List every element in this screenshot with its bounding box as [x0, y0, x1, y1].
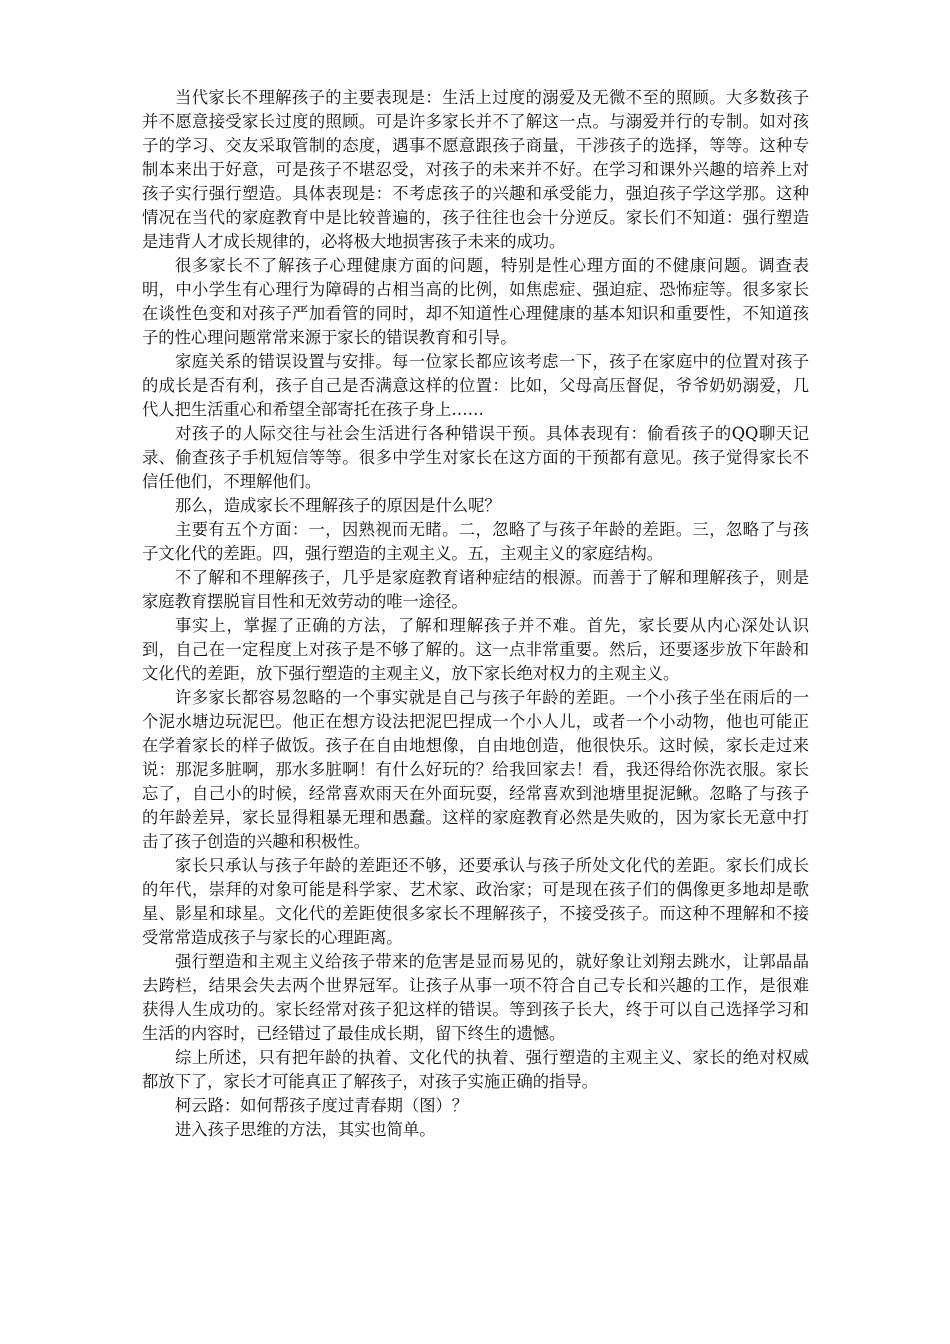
- paragraph: 进入孩子思维的方法，其实也简单。: [175, 1120, 436, 1139]
- paragraph: 主要有五个方面：一，因熟视而无睹。二，忽略了与孩子年龄的差距。三，忽略了与孩子文化代的差距。四，强行塑造的主观主义。五，主观主义的家庭结构。: [142, 520, 809, 563]
- paragraph: 综上所述，只有把年龄的执着、文化代的执着、强行塑造的主观主义、家长的绝对权威都放下了，家长才可能真正了解孩子，对孩子实施正确的指导。: [142, 1048, 809, 1091]
- paragraph: 当代家长不理解孩子的主要表现是：生活上过度的溺爱及无微不至的照顾。大多数孩子并不愿意接受家长过度的照顾。可是许多家长并不了解这一点。与溺爱并行的专制。如对孩子的学习、交友采取管制的态度，遇事不愿意跟孩子商量，干涉孩子的选择，等等。这种专制本来出于好意，可是孩子不堪忍受，对孩子的未来并不好。在学习和课外兴趣的培养上对孩子实行强行塑造。具体表现是：不考虑孩子的兴趣和承受能力，强迫孩子学这学那。这种情况在当代的家庭教育中是比较普遍的，孩子往往也会十分逆反。家长们不知道：强行塑造是违背人才成长规律的，必将极大地损害孩子未来的成功。: [142, 88, 809, 251]
- paragraph: 不了解和不理解孩子，几乎是家庭教育诸种症结的根源。而善于了解和理解孩子，则是家庭教育摆脱盲目性和无效劳动的唯一途径。: [142, 568, 809, 611]
- paragraph: 很多家长不了解孩子心理健康方面的问题，特别是性心理方面的不健康问题。调查表明，中小学生有心理行为障碍的占相当高的比例，如焦虑症、强迫症、恐怖症等。很多家长在谈性色变和对孩子严加看管的同时，却不知道性心理健康的基本知识和重要性，不知道孩子的性心理问题常常来源于家长的错误教育和引导。: [142, 256, 809, 347]
- paragraph: 许多家长都容易忽略的一个事实就是自己与孩子年龄的差距。一个小孩子坐在雨后的一个泥水塘边玩泥巴。他正在想方设法把泥巴捏成一个小人儿，或者一个小动物，他也可能正在学着家长的样子做饭。孩子在自由地想像，自由地创造，他很快乐。这时候，家长走过来说：那泥多脏啊，那水多脏啊！有什么好玩的？给我回家去！看，我还得给你洗衣服。家长忘了，自己小的时候，经常喜欢雨天在外面玩耍，经常喜欢到池塘里捉泥鳅。忽略了与孩子的年龄差异，家长显得粗暴无理和愚蠢。这样的家庭教育必然是失败的，因为家长无意中打击了孩子创造的兴趣和积极性。: [142, 688, 809, 851]
- paragraph: 那么，造成家长不理解孩子的原因是什么呢？: [175, 496, 501, 515]
- paragraph: 对孩子的人际交往与社会生活进行各种错误干预。具体表现有：偷看孩子的QQ聊天记录、偷查孩子手机短信等等。很多中学生对家长在这方面的干预都有意见。孩子觉得家长不信任他们，不理解他们。: [142, 424, 809, 491]
- paragraph: 家长只承认与孩子年龄的差距还不够，还要承认与孩子所处文化代的差距。家长们成长的年代，崇拜的对象可能是科学家、艺术家、政治家；可是现在孩子们的偶像更多地却是歌星、影星和球星。文化代的差距使很多家长不理解孩子，不接受孩子。而这种不理解和不接受常常造成孩子与家长的心理距离。: [142, 856, 809, 947]
- paragraph: 柯云路：如何帮孩子度过青春期（图）？: [175, 1096, 469, 1115]
- paragraph: 事实上，掌握了正确的方法，了解和理解孩子并不难。首先，家长要从内心深处认识到，自己在一定程度上对孩子是不够了解的。这一点非常重要。然后，还要逐步放下年龄和文化代的差距，放下强行塑造的主观主义，放下家长绝对权力的主观主义。: [142, 616, 809, 683]
- paragraph: 强行塑造和主观主义给孩子带来的危害是显而易见的，就好象让刘翔去跳水，让郭晶晶去跨栏，结果会失去两个世界冠军。让孩子从事一项不符合自己专长和兴趣的工作，是很难获得人生成功的。家长经常对孩子犯这样的错误。等到孩子长大，终于可以自己选择学习和生活的内容时，已经错过了最佳成长期，留下终生的遗憾。: [142, 952, 809, 1043]
- paragraph: 家庭关系的错误设置与安排。每一位家长都应该考虑一下，孩子在家庭中的位置对孩子的成长是否有利，孩子自己是否满意这样的位置：比如，父母高压督促，爷爷奶奶溺爱，几代人把生活重心和希望全部寄托在孩子身上……: [142, 352, 809, 419]
- document-body: [142, 86, 809, 1142]
